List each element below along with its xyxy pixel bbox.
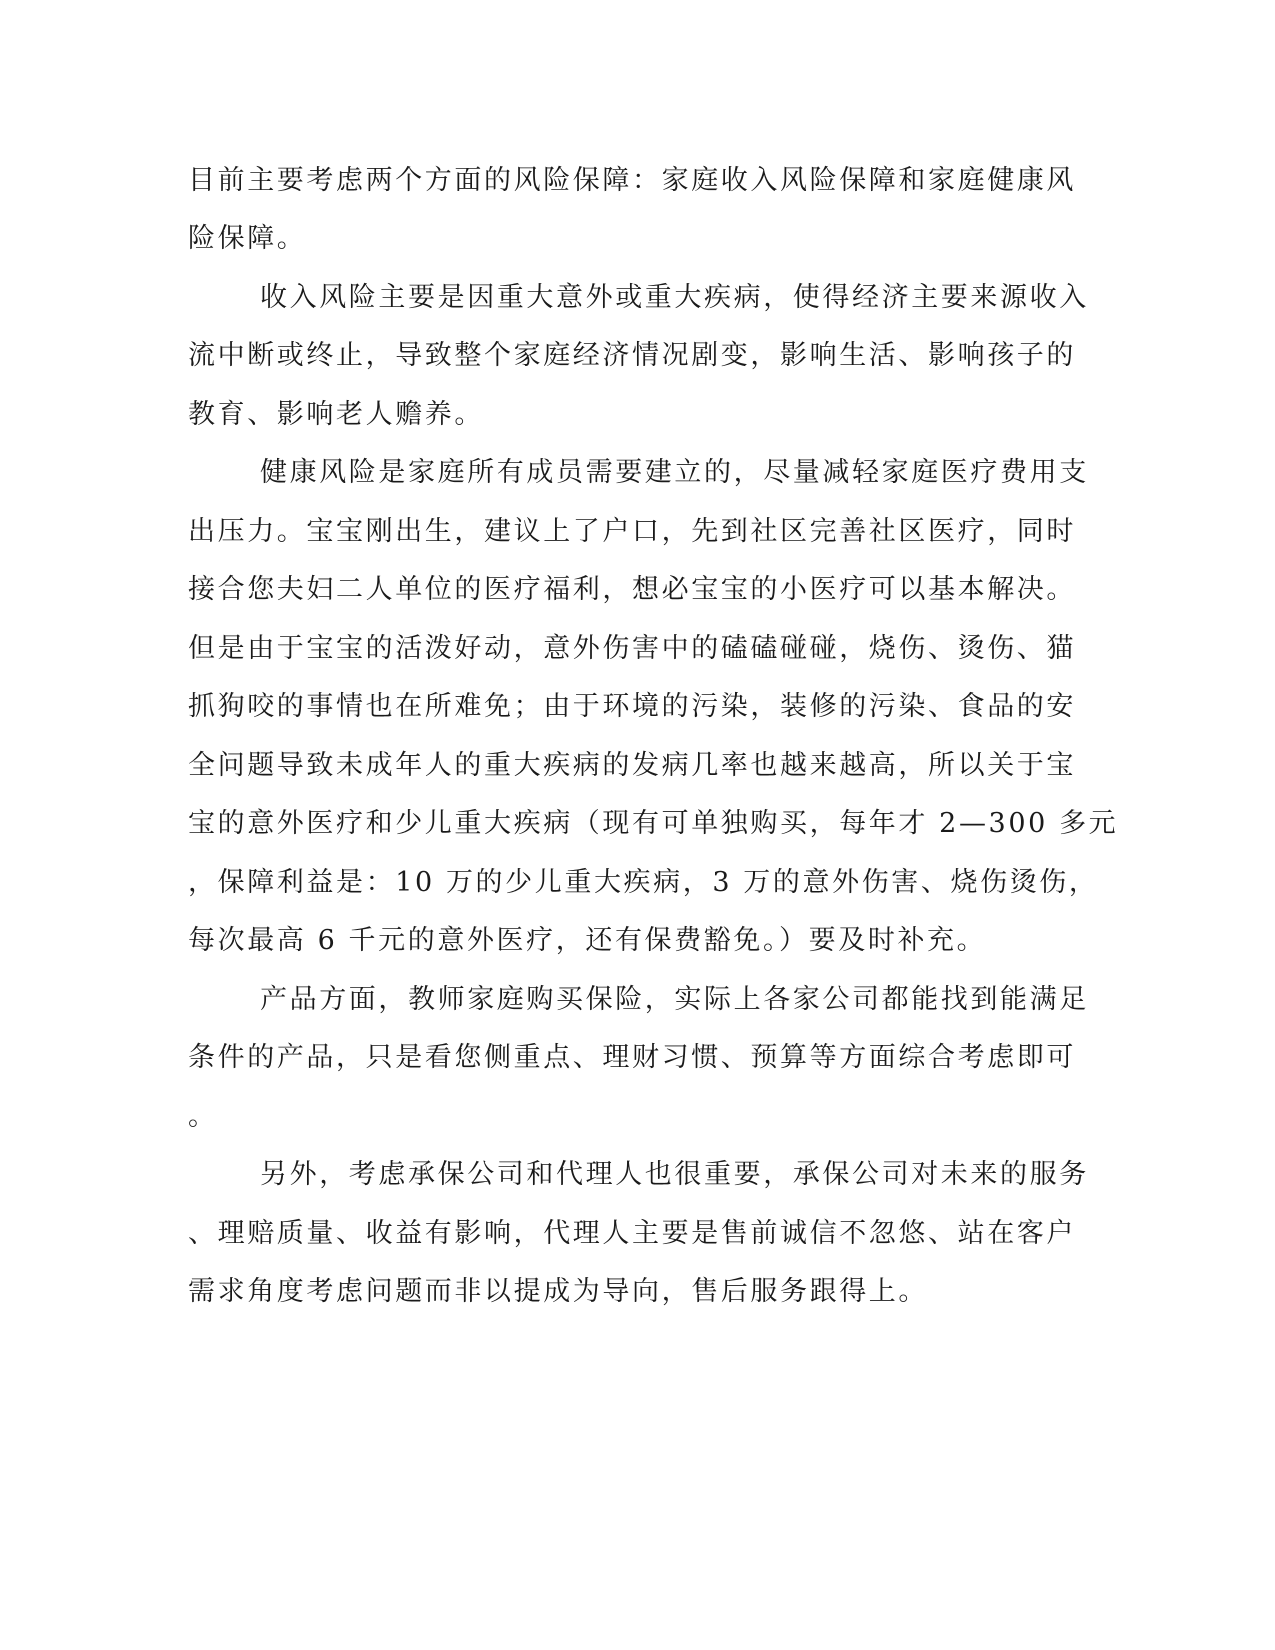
paragraph-line: 出压力。宝宝刚出生，建议上了户口，先到社区完善社区医疗，同时 xyxy=(188,516,1076,547)
paragraph-line: 宝的意外医疗和少儿重大疾病（现有可单独购买，每年才 2—300 多元 xyxy=(188,808,1119,839)
paragraph-line: 条件的产品，只是看您侧重点、理财习惯、预算等方面综合考虑即可 xyxy=(188,1042,1076,1073)
paragraph-line: 每次最高 6 千元的意外医疗，还有保费豁免。）要及时补充。 xyxy=(188,925,987,956)
paragraph-line: 抓狗咬的事情也在所难免；由于环境的污染，装修的污染、食品的安 xyxy=(188,691,1076,722)
paragraph-line: 健康风险是家庭所有成员需要建立的，尽量减轻家庭医疗费用支 xyxy=(260,457,1089,488)
paragraph-line: 、理赔质量、收益有影响，代理人主要是售前诚信不忽悠、站在客户 xyxy=(188,1218,1076,1249)
paragraph-line: 接合您夫妇二人单位的医疗福利，想必宝宝的小医疗可以基本解决。 xyxy=(188,574,1076,605)
paragraph-line: 产品方面，教师家庭购买保险，实际上各家公司都能找到能满足 xyxy=(260,984,1089,1015)
paragraph-line: 险保障。 xyxy=(188,223,307,254)
paragraph-line: 需求角度考虑问题而非以提成为导向，售后服务跟得上。 xyxy=(188,1276,928,1307)
paragraph-line: 流中断或终止，导致整个家庭经济情况剧变，影响生活、影响孩子的 xyxy=(188,340,1076,371)
paragraph-line: 另外，考虑承保公司和代理人也很重要，承保公司对未来的服务 xyxy=(260,1159,1089,1190)
paragraph-line: 教育、影响老人赡养。 xyxy=(188,399,484,430)
paragraph-line: 目前主要考虑两个方面的风险保障：家庭收入风险保障和家庭健康风 xyxy=(188,165,1076,196)
paragraph-line: ，保障利益是：10 万的少儿重大疾病，3 万的意外伤害、烧伤烫伤， xyxy=(188,867,1099,898)
paragraph-line: 收入风险主要是因重大意外或重大疾病，使得经济主要来源收入 xyxy=(260,282,1089,313)
paragraph-line: 。 xyxy=(188,1101,218,1132)
paragraph-line: 但是由于宝宝的活泼好动，意外伤害中的磕磕碰碰，烧伤、烫伤、猫 xyxy=(188,633,1076,664)
paragraph-line: 全问题导致未成年人的重大疾病的发病几率也越来越高，所以关于宝 xyxy=(188,750,1076,781)
